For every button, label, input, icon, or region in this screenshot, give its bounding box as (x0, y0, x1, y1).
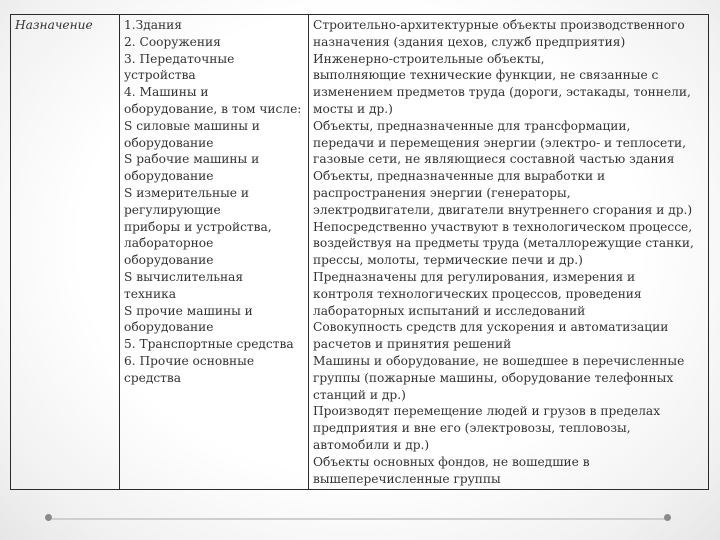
category-line: средства (124, 370, 182, 385)
category-line: 1.Здания (124, 18, 182, 32)
category-line: оборудование (124, 135, 214, 150)
description-line: назначения (здания цехов, служб предприятия) (313, 34, 626, 49)
category-line: оборудование, в том числе: (124, 101, 302, 116)
category-line: приборы и устройства, (124, 219, 272, 234)
description-line: Объекты, предназначенные для выработки и (313, 169, 606, 184)
footer-dot-right (664, 514, 671, 521)
descriptions-cell (309, 15, 709, 490)
description-line: расчетов и принятия решений (313, 337, 512, 352)
description-line: распространения энергии (генераторы, (313, 185, 571, 200)
category-line: устройства (124, 68, 196, 83)
footer-rule (52, 518, 668, 520)
description-line: мосты и др.) (313, 101, 393, 116)
category-line: оборудование (124, 320, 214, 335)
category-line: S рабочие машины и (124, 152, 260, 167)
category-line: оборудование (124, 253, 214, 268)
table-row (11, 15, 709, 490)
description-line: Строительно-архитектурные объекты производственного (313, 18, 685, 32)
description-line: прессы, молоты, термические печи и др.) (313, 253, 583, 268)
footer-dot-left (45, 514, 52, 521)
category-line: 2. Сооружения (124, 34, 221, 49)
description-line: станций и др.) (313, 387, 406, 402)
description-line: контроля технологических процессов, проведения (313, 286, 642, 301)
description-line: Производят перемещение людей и грузов в пределах (313, 404, 661, 419)
description-line: группы (пожарные машины, оборудование телефонных (313, 370, 674, 385)
descriptions-list (313, 17, 704, 487)
category-line: S вычислительная (124, 269, 244, 284)
description-line: Объекты основных фондов, не вошедшие в (313, 454, 590, 469)
category-line: регулирующие (124, 202, 221, 217)
description-line: Непосредственно участвуют в технологическом процессе, (313, 219, 693, 234)
category-line: 5. Транспортные средства (124, 337, 294, 352)
description-line: лабораторных испытаний и исследований (313, 303, 586, 318)
description-line: вышеперечисленные группы (313, 471, 501, 486)
category-line: лабораторное (124, 236, 214, 251)
fixed-assets-table (10, 14, 709, 490)
category-line: техника (124, 286, 176, 301)
category-line: 6. Прочие основные (124, 353, 255, 368)
description-line: газовые сети, не являющиеся составной частью здания (313, 152, 675, 167)
description-line: автомобили и др.) (313, 437, 430, 452)
description-line: воздействуя на предметы труда (металлорежущие станки, (313, 236, 694, 251)
categories-list (124, 17, 304, 387)
description-line: Инженерно-строительные объекты, (313, 51, 545, 66)
categories-cell (120, 15, 309, 490)
purpose-header: Назначение (15, 18, 93, 32)
description-line: передачи и перемещения энергии (электро- и теплосети, (313, 135, 686, 150)
description-line: Объекты, предназначенные для трансформации, (313, 118, 631, 133)
description-line: изменением предметов труда (дороги, эстакады, тоннели, (313, 85, 691, 100)
purpose-header-cell (11, 15, 120, 490)
category-line: 4. Машины и (124, 85, 209, 100)
description-line: электродвигатели, двигатели внутреннего сгорания и др.) (313, 202, 693, 217)
description-line: Машины и оборудование, не вошедшее в перечисленные (313, 353, 685, 368)
category-line: S измерительные и (124, 185, 249, 200)
category-line: S силовые машины и (124, 118, 260, 133)
description-line: выполняющие технические функции, не связанные с (313, 68, 659, 83)
description-line: Совокупность средств для ускорения и автоматизации (313, 320, 669, 335)
description-line: Предназначены для регулирования, измерения и (313, 269, 636, 284)
category-line: S прочие машины и (124, 303, 253, 318)
category-line: оборудование (124, 169, 214, 184)
description-line: предприятия и вне его (электровозы, тепловозы, (313, 421, 631, 436)
category-line: 3. Передаточные (124, 51, 235, 66)
